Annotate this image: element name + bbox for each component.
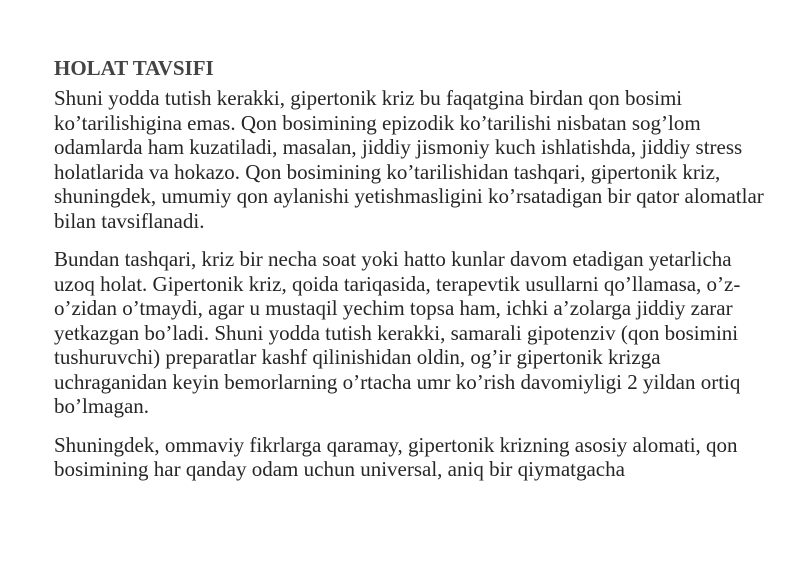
section-heading: HOLAT TAVSIFI [54,56,214,80]
paragraph-2: Bundan tashqari, kriz bir necha soat yoki hatto kunlar davom etadigan yetarlicha uzoq holat. Gipertonik kriz, qoida tariqasida, terapevtik usullarni qo’llamasa, o’z-o’zidan o’tmaydi, agar u mustaqil yechim topsa ham, ichki a’zolarga jiddiy zarar yetkazgan bo’ladi. Shuni yodda tutish kerakki, samarali gipotenziv (qon bosimini tushuruvchi) preparatlar kashf qilinishidan oldin, og’ir gipertonik krizga uchraganidan keyin bemorlarning o’rtacha umr ko’rish davomiyligi 2 yildan ortiq bo’lmagan. [54,247,741,418]
paragraph-1: Shuni yodda tutish kerakki, gipertonik kriz bu faqatgina birdan qon bosimi ko’tarilishigina emas. Qon bosimining epizodik ko’tarilishi nisbatan sog’lom odamlarda ham kuzatiladi, masalan, jiddiy jismoniy kuch ishlatishda, jiddiy stress holatlarida va hokazo. Qon bosimining ko’tarilishidan tashqari, gipertonik kriz, shuningdek, umumiy qon aylanishi yetishmasligini ko’rsatadigan bir qator alomatlar bilan tavsiflanadi. [54,86,764,233]
paragraph-3: Shuningdek, ommaviy fikrlarga qaramay, gipertonik krizning asosiy alomati, qon bosimining har qanday odam uchun universal, aniq bir qiymatgacha [54,432,738,481]
